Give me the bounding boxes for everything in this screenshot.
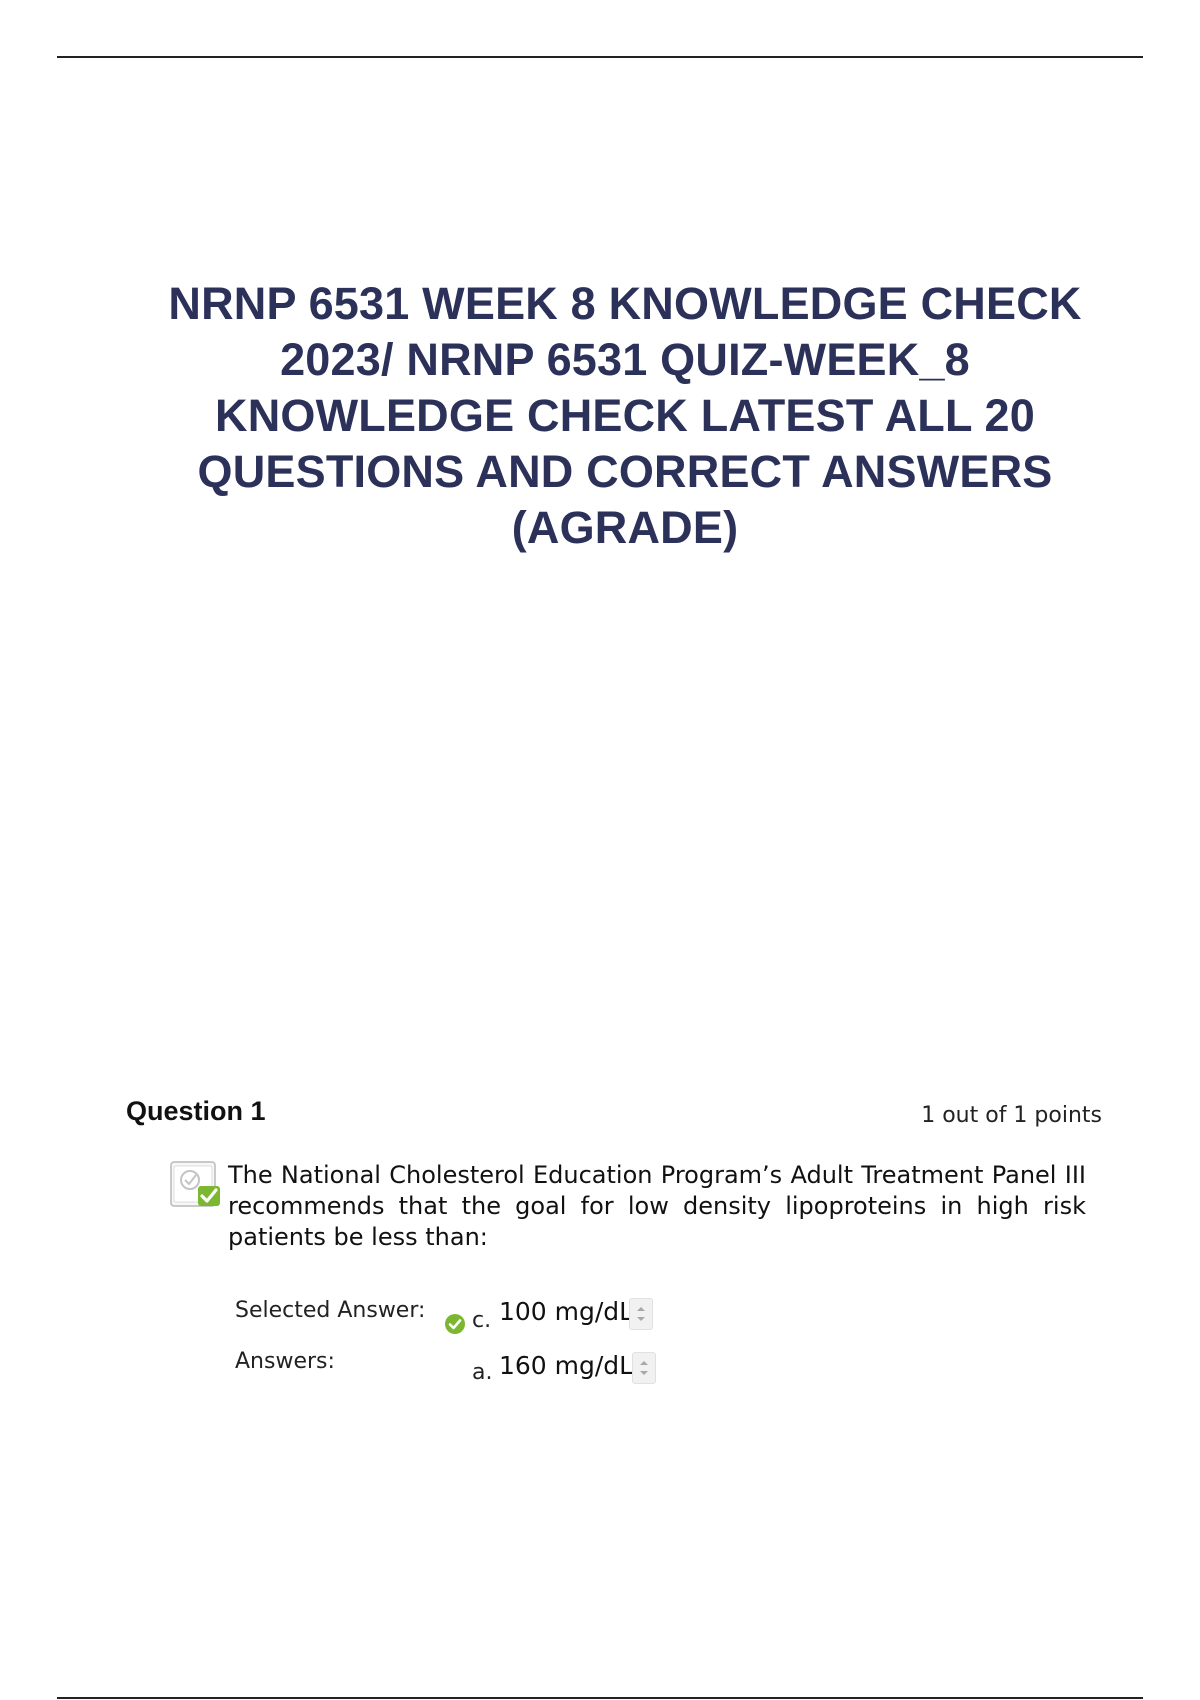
question-points: 1 out of 1 points: [921, 1103, 1102, 1128]
correct-check-icon: [170, 1160, 222, 1210]
correct-answer-icon: [444, 1313, 466, 1335]
selected-answer-label: Selected Answer:: [235, 1298, 426, 1323]
bottom-rule: [57, 1697, 1143, 1699]
spinner-arrows-icon: [629, 1298, 653, 1330]
question-text: The National Cholesterol Education Program’s Adult Treatment Panel III recommends that the goal for low density lipoproteins in high risk patients be less than:: [228, 1161, 1086, 1251]
selected-answer-value: 100 mg/dL: [499, 1297, 634, 1326]
title-line: (AGRADE): [511, 502, 739, 553]
top-rule: [57, 56, 1143, 58]
title-line: QUESTIONS AND CORRECT ANSWERS: [197, 446, 1053, 497]
spinner-arrows-icon: [632, 1352, 656, 1384]
answers-label: Answers:: [235, 1349, 335, 1374]
question-heading: Question 1: [126, 1096, 266, 1126]
title-line: KNOWLEDGE CHECK LATEST ALL 20: [215, 390, 1035, 441]
selected-answer-letter: c.: [472, 1308, 492, 1333]
answer-letter: a.: [472, 1360, 493, 1385]
answer-value: 160 mg/dL: [499, 1351, 634, 1380]
document-title: [110, 276, 1140, 556]
title-line: NRNP 6531 WEEK 8 KNOWLEDGE CHECK: [168, 278, 1082, 329]
title-line: 2023/ NRNP 6531 QUIZ-WEEK_8: [280, 334, 970, 385]
